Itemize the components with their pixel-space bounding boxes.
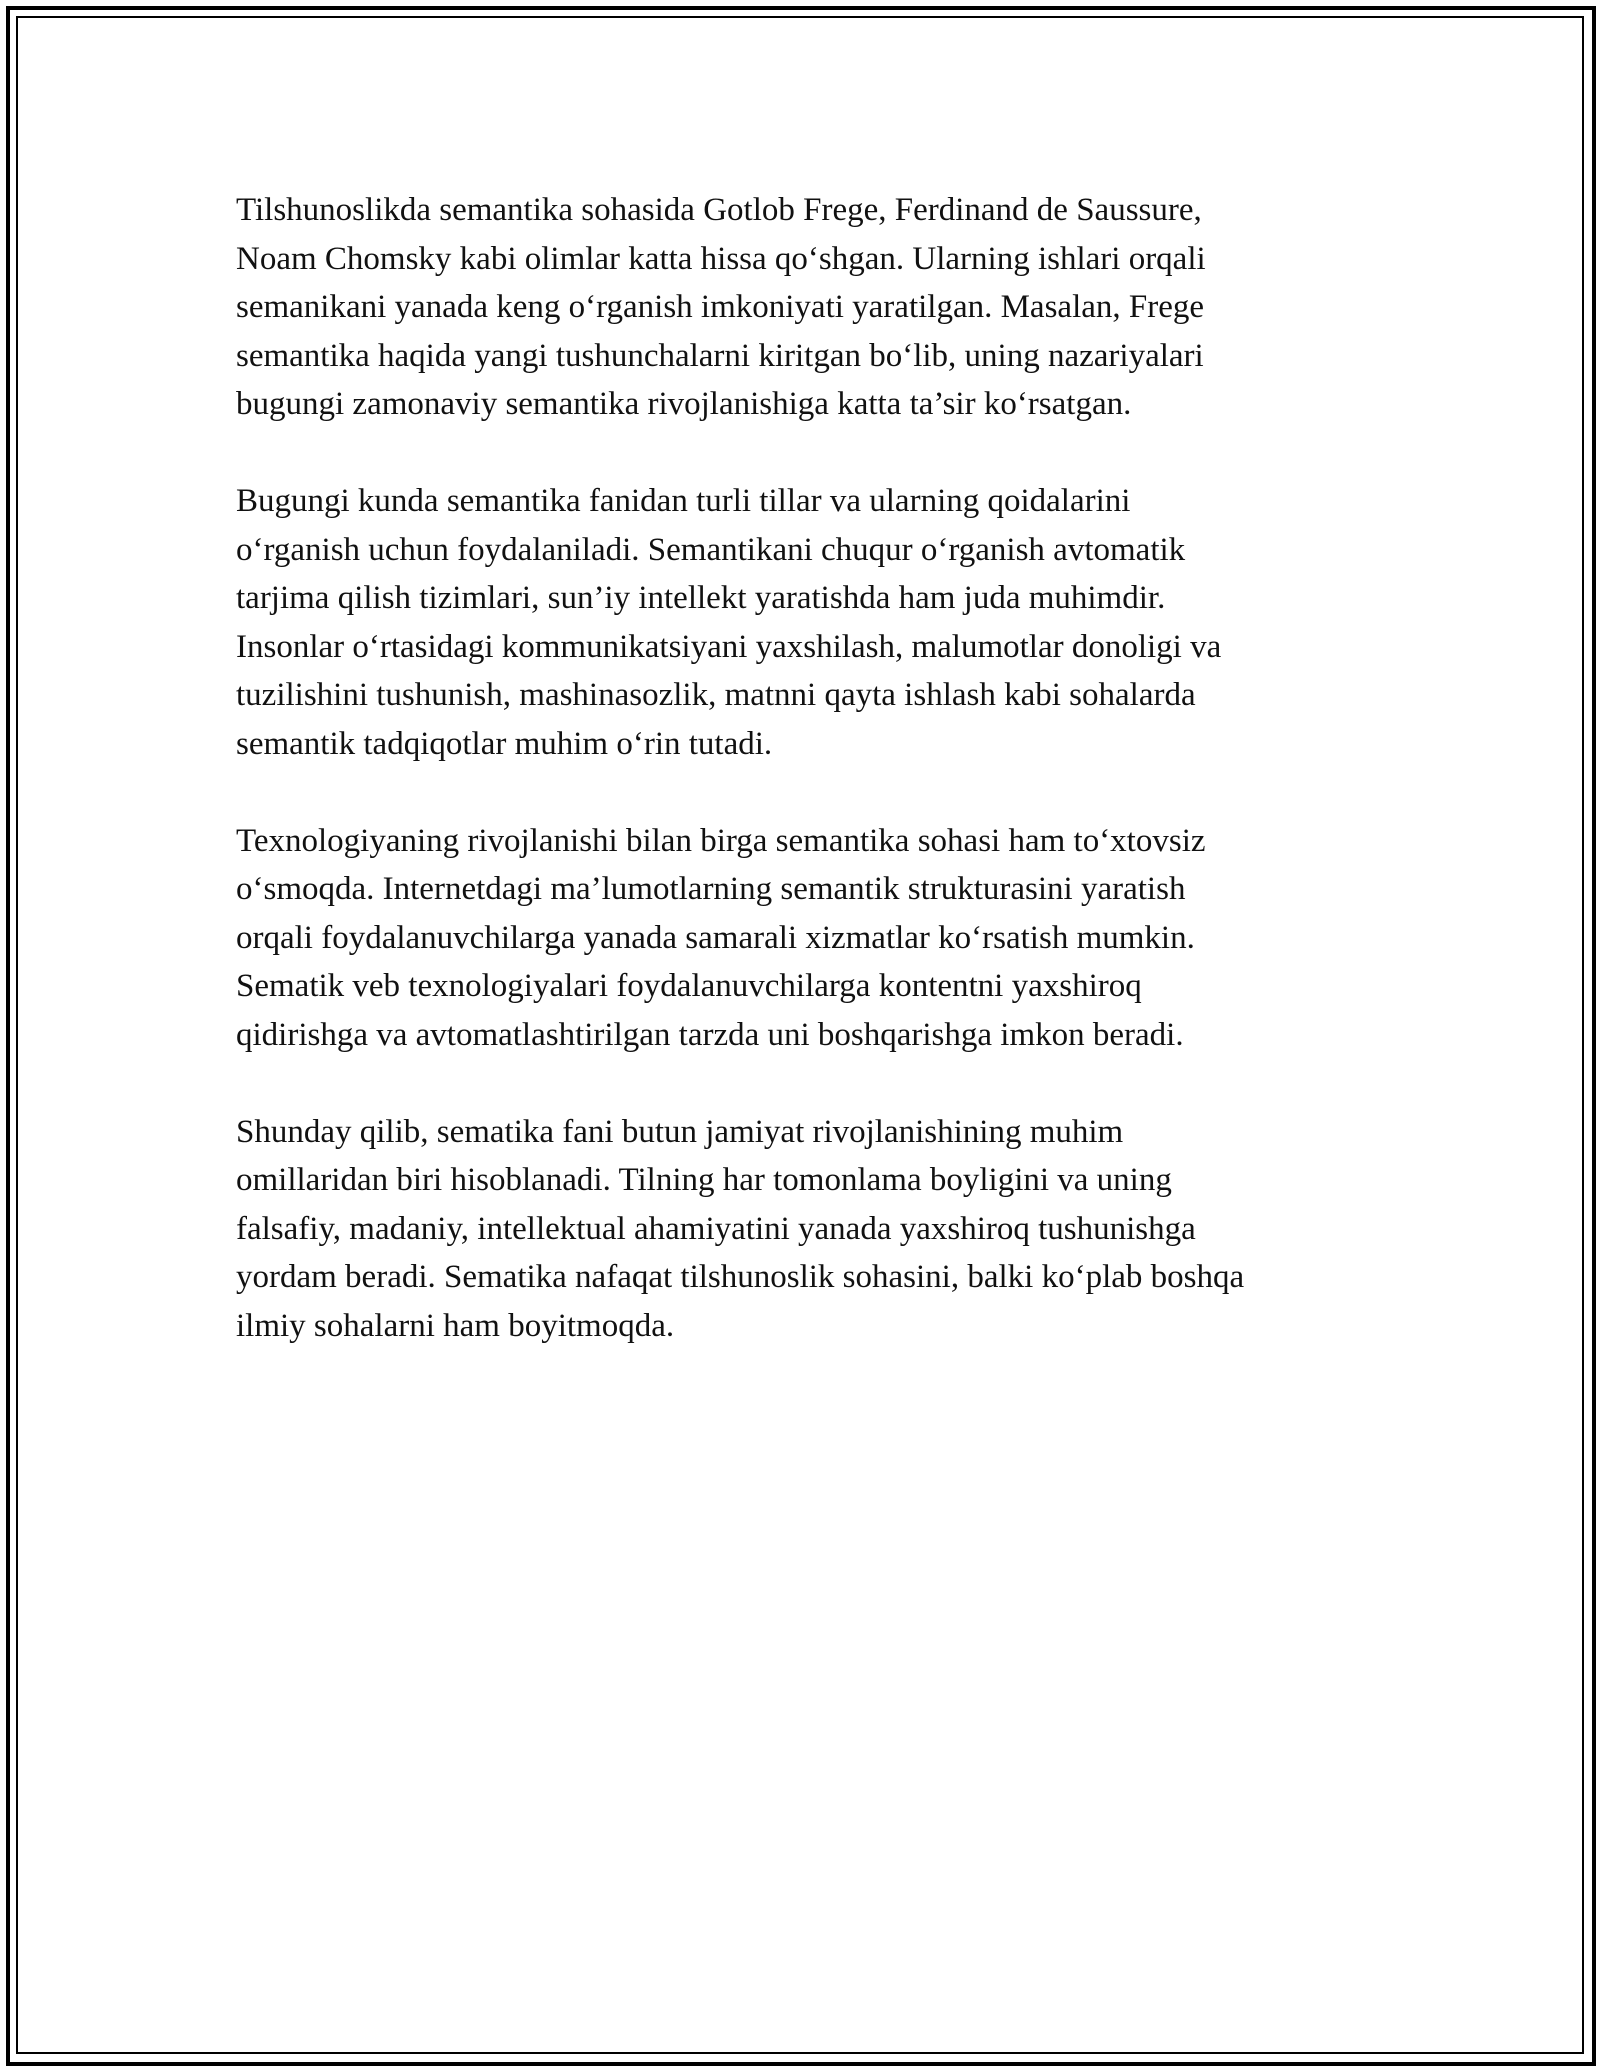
text-line: omillaridan biri hisoblanadi. Tilning har tomonlama boyligini va uning xyxy=(236,1162,1172,1198)
paragraph-3 xyxy=(236,817,1376,1060)
paragraph-4 xyxy=(236,1108,1376,1351)
text-line: Insonlar o‘rtasidagi kommunikatsiyani yaxshilash, malumotlar donoligi va xyxy=(236,628,1222,665)
text-line: ilmiy sohalarni ham boyitmoqda. xyxy=(236,1307,675,1344)
document-body xyxy=(236,186,1376,1399)
text-line: o‘rganish uchun foydalaniladi. Semantikani chuqur o‘rganish avtomatik xyxy=(236,531,1186,568)
paragraph-1 xyxy=(236,186,1376,429)
text-line: Bugungi kunda semantika fanidan turli tillar va ularning qoidalarini xyxy=(236,483,1131,519)
text-line: tarjima qilish tizimlari, sun’iy intellekt yaratishda ham juda muhimdir. xyxy=(236,580,1166,616)
text-line: yordam beradi. Sematika nafaqat tilshunoslik sohasini, balki ko‘plab boshqa xyxy=(236,1259,1245,1295)
paragraph-2 xyxy=(236,477,1376,768)
text-line: qidirishga va avtomatlashtirilgan tarzda uni boshqarishga imkon beradi. xyxy=(236,1016,1184,1053)
text-line: semantik tadqiqotlar muhim o‘rin tutadi. xyxy=(236,725,773,762)
text-line: Shunday qilib, sematika fani butun jamiyat rivojlanishining muhim xyxy=(236,1113,1124,1150)
text-line: Noam Chomsky kabi olimlar katta hissa qo‘shgan. Ularning ishlari orqali xyxy=(236,240,1206,277)
text-line: semanikani yanada keng o‘rganish imkoniyati yaratilgan. Masalan, Frege xyxy=(236,289,1205,325)
text-line: tuzilishini tushunish, mashinasozlik, matnni qayta ishlash kabi sohalarda xyxy=(236,677,1196,713)
text-line: semantika haqida yangi tushunchalarni kiritgan bo‘lib, uning nazariyalari xyxy=(236,337,1204,374)
text-line: o‘smoqda. Internetdagi ma’lumotlarning semantik strukturasini yaratish xyxy=(236,871,1186,907)
text-line: orqali foydalanuvchilarga yanada samarali xizmatlar ko‘rsatish mumkin. xyxy=(236,919,1195,956)
text-line: Texnologiyaning rivojlanishi bilan birga semantika sohasi ham to‘xtovsiz xyxy=(236,822,1206,859)
text-line: falsafiy, madaniy, intellektual ahamiyatini yanada yaxshiroq tushunishga xyxy=(236,1210,1196,1247)
text-line: Tilshunoslikda semantika sohasida Gotlob Frege, Ferdinand de Saussure, xyxy=(236,192,1202,228)
text-line: Sematik veb texnologiyalari foydalanuvchilarga kontentni yaxshiroq xyxy=(236,968,1142,1004)
text-line: bugungi zamonaviy semantika rivojlanishiga katta ta’sir ko‘rsatgan. xyxy=(236,386,1132,422)
